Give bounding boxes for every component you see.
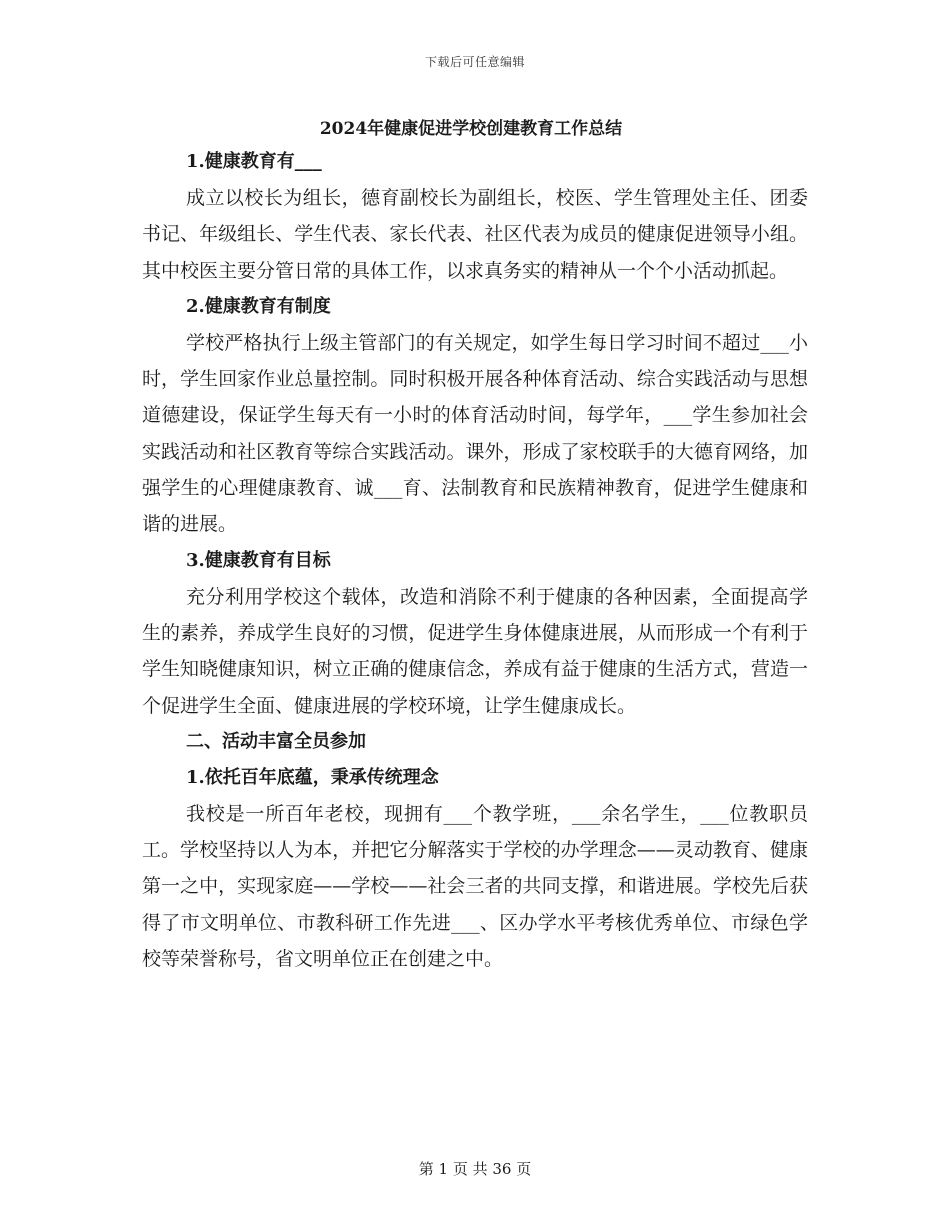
paragraph-4: 我校是一所百年老校，现拥有___个教学班，___余名学生，___位教职员工。学校坚持以人为本，并把它分解落实于学校的办学理念——灵动教育、健康第一之中，实现家庭——学校——社会三者的共同支撑，和谐进展。学校先后获得了市文明单位、市教科研工作先进___、区办学水平考核优秀单位、市绿色学校等荣誉称号，省文明单位正在创建之中。 xyxy=(142,802,808,971)
page-footer: 第 1 页 共 36 页 xyxy=(418,1160,532,1178)
section-heading-1: 1.健康教育有___ xyxy=(186,151,322,172)
paragraph-3: 充分利用学校这个载体，改造和消除不利于健康的各种因素，全面提高学生的素养，养成学生良好的习惯，促进学生身体健康进展，从而形成一个有利于学生知晓健康知识，树立正确的健康信念，养成有益于健康的生活方式，营造一个促进学生全面、健康进展的学校环境，让学生健康成长。 xyxy=(142,585,808,717)
paragraph-1: 成立以校长为组长，德育副校长为副组长，校医、学生管理处主任、团委书记、年级组长、学生代表、家长代表、社区代表为成员的健康促进领导小组。其中校医主要分管日常的具体工作，以求真务实的精神从一个个小活动抓起。 xyxy=(142,187,808,282)
page-header: 下载后可任意编辑 xyxy=(424,55,525,69)
section-heading-4: 二、活动丰富全员参加 xyxy=(186,730,366,752)
section-heading-3: 3.健康教育有目标 xyxy=(186,549,331,571)
document-title: 2024年健康促进学校创建教育工作总结 xyxy=(319,119,623,139)
document-body xyxy=(142,114,808,977)
section-heading-2: 2.健康教育有制度 xyxy=(186,295,331,317)
paragraph-2: 学校严格执行上级主管部门的有关规定，如学生每日学习时间不超过___小时，学生回家作业总量控制。同时积极开展各种体育活动、综合实践活动与思想道德建设，保证学生每天有一小时的体育活动时间，每学年，___学生参加社会实践活动和社区教育等综合实践活动。课外，形成了家校联手的大德育网络，加强学生的心理健康教育、诚___育、法制教育和民族精神教育，促进学生健康和谐的进展。 xyxy=(142,331,808,536)
section-heading-5: 1.依托百年底蕴，秉承传统理念 xyxy=(186,766,439,788)
